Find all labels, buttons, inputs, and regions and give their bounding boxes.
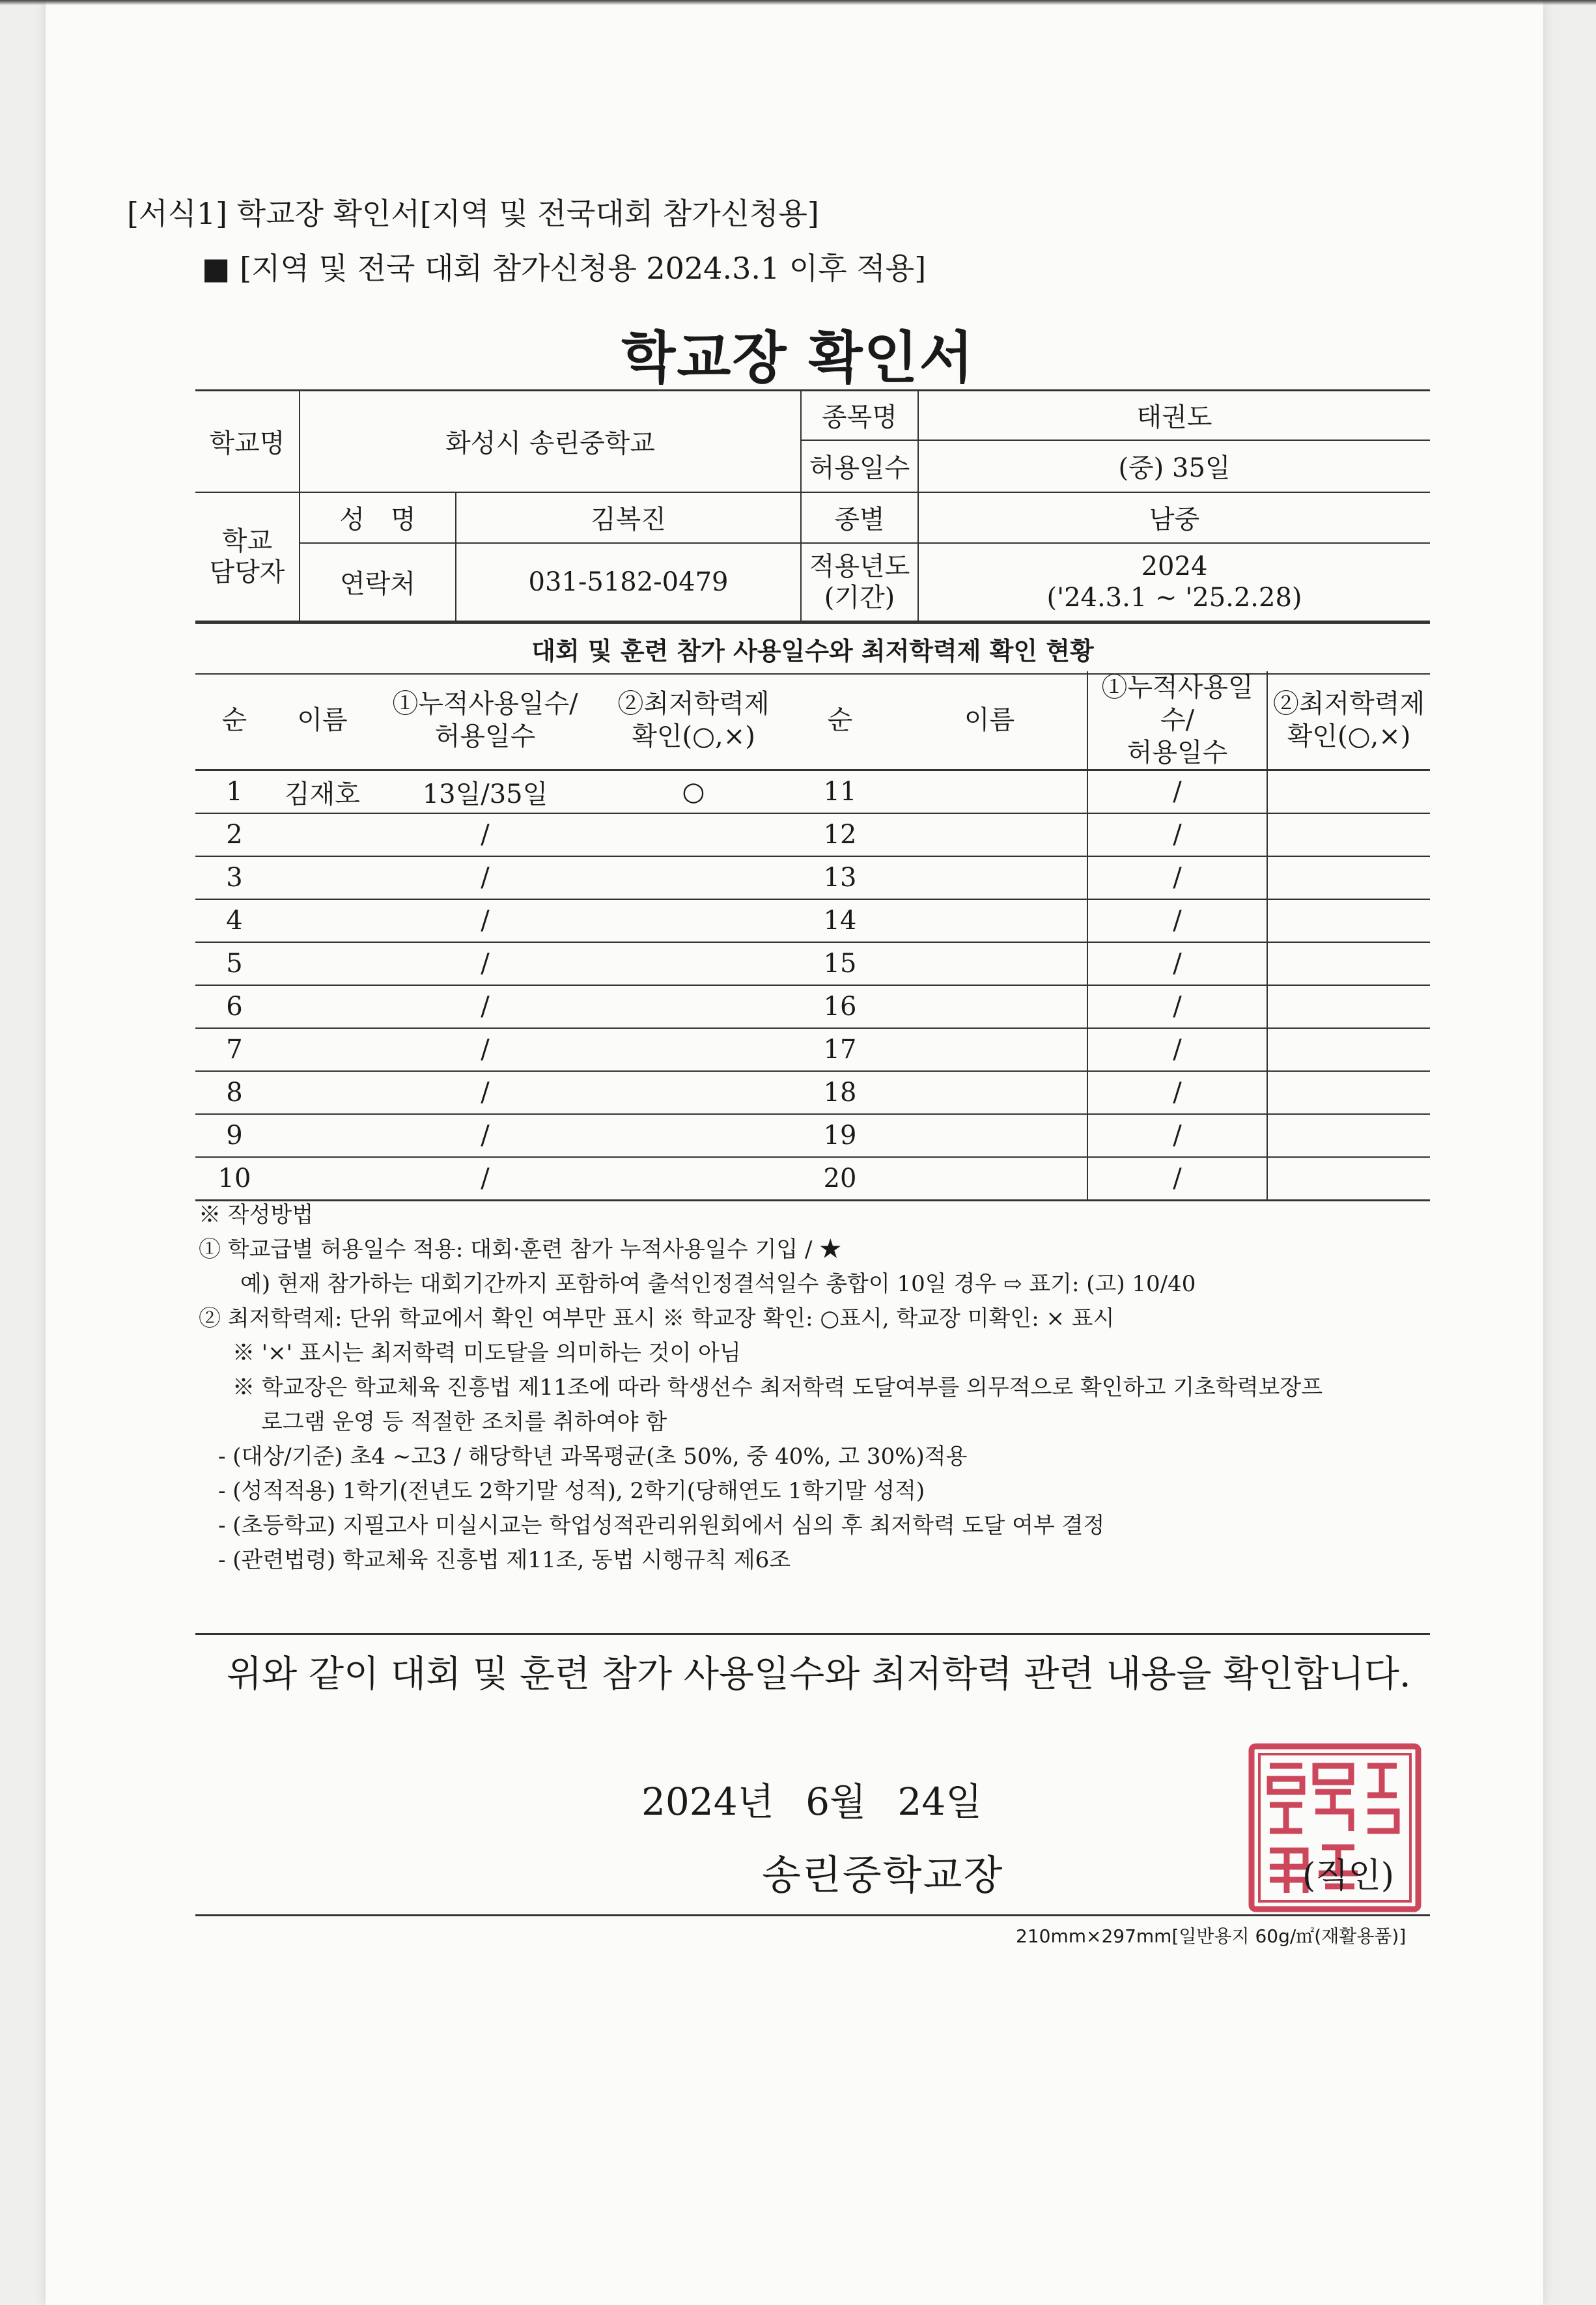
confirmation-statement: 위와 같이 대회 및 훈련 참가 사용일수와 최저학력 관련 내용을 확인합니다. — [227, 1653, 1411, 1696]
row-no: 18 — [788, 1071, 892, 1114]
row-name — [273, 1157, 371, 1201]
col-academic-left: ②최저학력제 확인(○,×) — [599, 671, 788, 770]
row-name — [273, 985, 371, 1028]
detail-4: - (관련법령) 학교체육 진흥법 제11조, 동법 시행규칙 제6조 — [218, 1547, 791, 1573]
row-name — [892, 899, 1087, 942]
row-no: 5 — [195, 942, 273, 985]
row-name — [892, 1071, 1087, 1114]
row-academic — [599, 899, 788, 942]
note-1-example: 예) 현재 참가하는 대회기간까지 포함하여 출석인정결석일수 총합이 10일 경우 ⇨ 표기: (고) 10/40 — [240, 1271, 1196, 1297]
row-name — [892, 942, 1087, 985]
table-row — [195, 1071, 1430, 1114]
row-academic — [1267, 856, 1430, 899]
manager-label: 학교 담당자 — [195, 492, 300, 621]
row-academic — [599, 985, 788, 1028]
document-title: 학교장 확인서 — [621, 326, 975, 391]
col-days-right: ①누적사용일수/ 허용일수 — [1087, 671, 1267, 770]
seal-label: (직인) — [1302, 1856, 1395, 1895]
row-name — [273, 1028, 371, 1071]
row-no: 7 — [195, 1028, 273, 1071]
table-row — [195, 856, 1430, 899]
row-days: / — [371, 1157, 599, 1201]
row-name — [892, 1157, 1087, 1201]
row-name — [273, 942, 371, 985]
row-days: / — [371, 985, 599, 1028]
note-2-b: ※ 학교장은 학교체육 진흥법 제11조에 따라 학생선수 최저학력 도달여부를 의무적으로 확인하고 기초학력보장프 — [232, 1375, 1323, 1401]
row-no: 4 — [195, 899, 273, 942]
bullet-square: ■ — [202, 251, 231, 286]
row-academic: ○ — [599, 770, 788, 814]
form-number: [서식1] 학교장 확인서[지역 및 전국대회 참가신청용] — [127, 196, 819, 231]
row-name: 김재호 — [273, 770, 371, 814]
row-name — [273, 899, 371, 942]
row-days: / — [371, 899, 599, 942]
row-name — [273, 1071, 371, 1114]
detail-1: - (대상/기준) 초4 ~고3 / 해당학년 과목평균(초 50%, 중 40%, 고 30%)적용 — [218, 1444, 968, 1470]
row-days: / — [1087, 899, 1267, 942]
form-subtitle — [202, 245, 926, 288]
row-days: / — [371, 1028, 599, 1071]
detail-3: - (초등학교) 지필고사 미실시교는 학업성적관리위원회에서 심의 후 최저학력 도달 여부 결정 — [218, 1513, 1105, 1539]
row-academic — [1267, 1114, 1430, 1157]
row-name — [273, 856, 371, 899]
row-no: 20 — [788, 1157, 892, 1201]
row-name — [892, 770, 1087, 814]
row-no: 16 — [788, 985, 892, 1028]
row-name — [892, 813, 1087, 856]
row-days: / — [1087, 770, 1267, 814]
note-2-b-cont: 로그램 운영 등 적절한 조치를 취하여야 함 — [261, 1409, 667, 1435]
row-no: 13 — [788, 856, 892, 899]
table-row — [195, 813, 1430, 856]
note-2-a: ※ '×' 표시는 최저학력 미도달을 의미하는 것이 아님 — [232, 1340, 741, 1366]
status-heading: 대회 및 훈련 참가 사용일수와 최저학력제 확인 현황 — [195, 622, 1430, 675]
row-academic — [1267, 1157, 1430, 1201]
school-label: 학교명 — [195, 391, 300, 492]
table-row — [195, 1157, 1430, 1201]
col-academic-right: ②최저학력제 확인(○,×) — [1267, 671, 1430, 770]
row-academic — [1267, 1071, 1430, 1114]
info-table — [195, 389, 1430, 622]
row-academic — [599, 1114, 788, 1157]
notes-title: ※ 작성방법 — [199, 1202, 314, 1228]
allowed-days-value: (중) 35일 — [918, 440, 1430, 492]
principal-name: 송린중학교장 — [762, 1851, 1004, 1899]
paper-spec: 210mm×297mm[일반용지 60g/㎡(재활용품)] — [1016, 1925, 1407, 1947]
col-no-left: 순 — [195, 671, 273, 770]
event-label: 종목명 — [801, 391, 918, 440]
row-no: 14 — [788, 899, 892, 942]
detail-2: - (성적적용) 1학기(전년도 2학기말 성적), 2학기(당해연도 1학기말 성적) — [218, 1478, 925, 1504]
row-no: 15 — [788, 942, 892, 985]
row-days: / — [1087, 1071, 1267, 1114]
row-name — [273, 1114, 371, 1157]
row-no: 19 — [788, 1114, 892, 1157]
row-name — [273, 813, 371, 856]
contact-label: 연락처 — [300, 543, 456, 621]
row-academic — [599, 1157, 788, 1201]
row-days: 13일/35일 — [371, 770, 599, 814]
note-1: ① 학교급별 허용일수 적용: 대회·훈련 참가 누적사용일수 기입 / ★ — [199, 1236, 842, 1263]
note-2: ② 최저학력제: 단위 학교에서 확인 여부만 표시 ※ 학교장 확인: ○표시, 학교장 미확인: × 표시 — [199, 1306, 1115, 1332]
col-days-left: ①누적사용일수/ 허용일수 — [371, 671, 599, 770]
roster-table — [195, 671, 1430, 1201]
year-label: 적용년도 (기간) — [801, 543, 918, 621]
row-no: 3 — [195, 856, 273, 899]
row-academic — [599, 942, 788, 985]
row-no: 17 — [788, 1028, 892, 1071]
name-label: 성 명 — [300, 492, 456, 543]
table-row — [195, 942, 1430, 985]
col-no-right: 순 — [788, 671, 892, 770]
row-days: / — [1087, 1114, 1267, 1157]
row-academic — [1267, 770, 1430, 814]
row-no: 6 — [195, 985, 273, 1028]
row-days: / — [371, 856, 599, 899]
row-academic — [1267, 899, 1430, 942]
name-value: 김복진 — [456, 492, 801, 543]
row-academic — [1267, 942, 1430, 985]
row-days: / — [1087, 985, 1267, 1028]
row-academic — [1267, 813, 1430, 856]
col-name-left: 이름 — [273, 671, 371, 770]
writing-instructions — [199, 1198, 1323, 1578]
divider-top — [195, 1633, 1430, 1635]
row-academic — [599, 1028, 788, 1071]
scan-edge — [0, 0, 1596, 5]
table-row — [195, 770, 1430, 814]
row-name — [892, 1114, 1087, 1157]
row-no: 11 — [788, 770, 892, 814]
row-academic — [599, 813, 788, 856]
row-days: / — [1087, 942, 1267, 985]
row-days: / — [1087, 1028, 1267, 1071]
category-label: 종별 — [801, 492, 918, 543]
table-row — [195, 1028, 1430, 1071]
row-academic — [1267, 985, 1430, 1028]
row-days: / — [1087, 856, 1267, 899]
allowed-days-label: 허용일수 — [801, 440, 918, 492]
divider-bottom — [195, 1914, 1430, 1916]
table-row — [195, 1114, 1430, 1157]
row-name — [892, 856, 1087, 899]
table-row — [195, 985, 1430, 1028]
col-name-right: 이름 — [892, 671, 1087, 770]
contact-value: 031-5182-0479 — [456, 543, 801, 621]
row-no: 1 — [195, 770, 273, 814]
row-days: / — [371, 942, 599, 985]
row-days: / — [371, 1114, 599, 1157]
row-academic — [599, 856, 788, 899]
row-no: 2 — [195, 813, 273, 856]
category-value: 남중 — [918, 492, 1430, 543]
table-row — [195, 899, 1430, 942]
year-value: 2024 ('24.3.1 ~ '25.2.28) — [918, 543, 1430, 621]
row-name — [892, 1028, 1087, 1071]
row-name — [892, 985, 1087, 1028]
confirmation-date: 2024년 6월 24일 — [641, 1780, 983, 1824]
row-no: 10 — [195, 1157, 273, 1201]
subtitle-text: [지역 및 전국 대회 참가신청용 2024.3.1 이후 적용] — [240, 251, 927, 286]
row-no: 12 — [788, 813, 892, 856]
row-days: / — [1087, 1157, 1267, 1201]
row-academic — [599, 1071, 788, 1114]
school-value: 화성시 송린중학교 — [300, 391, 801, 492]
row-no: 8 — [195, 1071, 273, 1114]
row-days: / — [371, 813, 599, 856]
row-days: / — [371, 1071, 599, 1114]
row-academic — [1267, 1028, 1430, 1071]
event-value: 태권도 — [918, 391, 1430, 440]
row-days: / — [1087, 813, 1267, 856]
row-no: 9 — [195, 1114, 273, 1157]
